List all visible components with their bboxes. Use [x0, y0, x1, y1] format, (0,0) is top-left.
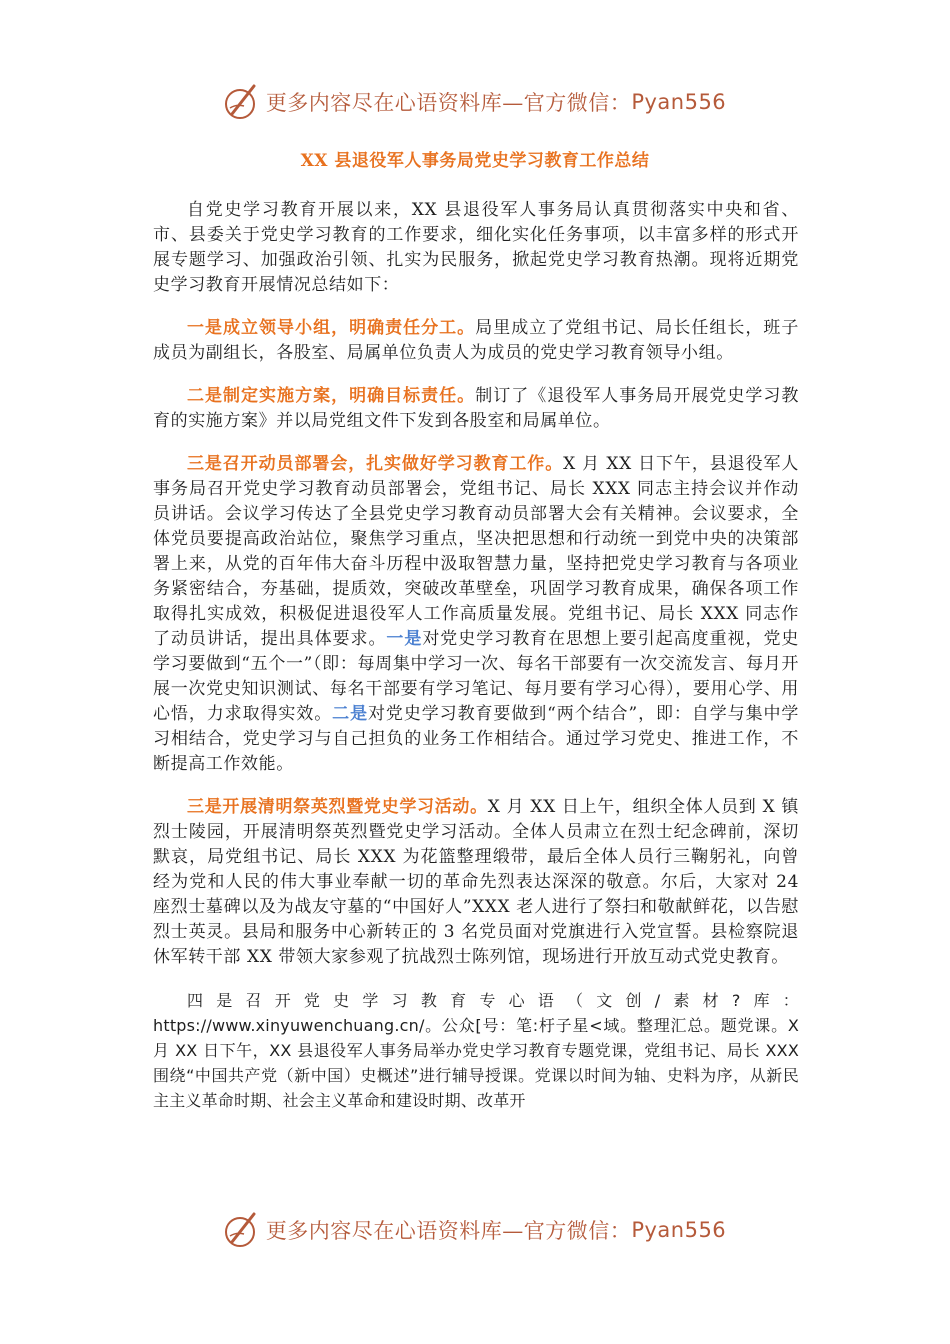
section-2-body: 制订了《退役军人事务局开展党史学习教育的实施方案》并以局党组文件下发到各股室和局属单位。: [153, 386, 799, 431]
pen-logo-icon: [224, 1210, 260, 1250]
point-1-text: 对党史学习教育在思想上要引起高度重视，党史学习要做到“五个一”（即：每周集中学习一次、每名干部要有一次交流发言、每月开展一次党史知识测试、每名干部要有学习笔记、每月要有学习心得），要用心学、用心悟，力求取得实效。: [153, 629, 799, 724]
section-4-heading: 三是开展清明祭英烈暨党史学习活动。: [187, 797, 488, 817]
section-4: [153, 795, 799, 970]
section-5: [153, 988, 799, 1113]
point-1-marker: 一是: [386, 629, 423, 649]
section-2-heading: 二是制定实施方案，明确目标责任。: [187, 386, 476, 406]
section-3: [153, 452, 799, 777]
document-body: [153, 198, 799, 1131]
point-2-text: 对党史学习教育要做到“两个结合”，即：自学与集中学习相结合，党史学习与自己担负的业务工作相结合。通过学习党史、推进工作，不断提高工作效能。: [153, 704, 800, 774]
section-4-body: X 月 XX 日上午，组织全体人员到 X 镇烈士陵园，开展清明祭英烈暨党史学习活动。全体人员肃立在烈士纪念碑前，深切默哀，局党组书记、局长 XXX 为花篮整理缎带，最后全体人员行三鞠躬礼，向曾经为党和人民的伟大事业奉献一切的革命先烈表达深深的敬意。尔后，大家对 24 座烈士墓碑以及为战友守墓的“中国好人”XXX 老人进行了祭扫和敬献鲜花，以告慰烈士英灵。县局和服务中心新转正的 3 名党员面对党旗进行入党宣誓。县检察院退休军转干部 XX 带领大家参观了抗战烈士陈列馆，现场进行开放互动式党史教育。: [153, 797, 799, 967]
banner-text: 更多内容尽在心语资料库—官方微信：: [265, 91, 632, 115]
document-title: XX 县退役军人事务局党史学习教育工作总结: [300, 151, 650, 171]
section-5-body: 四是召开党史学习教育专心语（文创/素材?库：https://www.xinyuwenchuang.cn/。公众[号：笔:杅子星<域。整理汇总。题党课。X 月 XX 日下午，XX 县退役军人事务局举办党史学习教育专题党课，党组书记、局长 XXX 围绕“中国共产党（新中国）史概述”进行辅导授课。党课以时间为轴、史料为序，从新民主主义革命时期、社会主义革命和建设时期、改革开: [153, 991, 799, 1110]
section-1-body: 局里成立了党组书记、局长任组长，班子成员为副组长，各股室、局属单位负责人为成员的党史学习教育领导小组。: [153, 318, 799, 363]
section-1-heading: 一是成立领导小组，明确责任分工。: [187, 318, 476, 338]
banner-wechat-id: Pyan556: [631, 1218, 727, 1242]
footer-banner: [0, 1210, 950, 1250]
intro-paragraph: 自党史学习教育开展以来，XX 县退役军人事务局认真贯彻落实中央和省、市、县委关于党史学习教育的工作要求，细化实化任务事项，以丰富多样的形式开展专题学习、加强政治引领、扎实为民服务，掀起党史学习教育热潮。现将近期党史学习教育开展情况总结如下：: [153, 200, 799, 295]
section-3-heading: 三是召开动员部署会，扎实做好学习教育工作。: [187, 454, 564, 474]
point-2-marker: 二是: [332, 704, 369, 724]
banner-wechat-id: Pyan556: [631, 90, 727, 114]
banner-text: 更多内容尽在心语资料库—官方微信：: [265, 1219, 632, 1243]
header-banner: [0, 82, 950, 122]
section-2: [153, 384, 799, 434]
pen-logo-icon: [224, 82, 260, 122]
section-1: [153, 316, 799, 366]
section-3-body: X 月 XX 日下午，县退役军人事务局召开党史学习教育动员部署会，党组书记、局长 XXX 同志主持会议并作动员讲话。会议学习传达了全县党史学习教育动员部署大会有关精神。会议要求，全体党员要提高政治站位，聚焦学习重点，坚决把思想和行动统一到党中央的决策部署上来，从党的百年伟大奋斗历程中汲取智慧力量，坚持把党史学习教育与各项业务紧密结合，夯基础，提质效，突破改革壁垒，巩固学习教育成果，确保各项工作取得扎实成效，积极促进退役军人工作高质量发展。党组书记、局长 XXX 同志作了动员讲话，提出具体要求。: [153, 454, 799, 649]
